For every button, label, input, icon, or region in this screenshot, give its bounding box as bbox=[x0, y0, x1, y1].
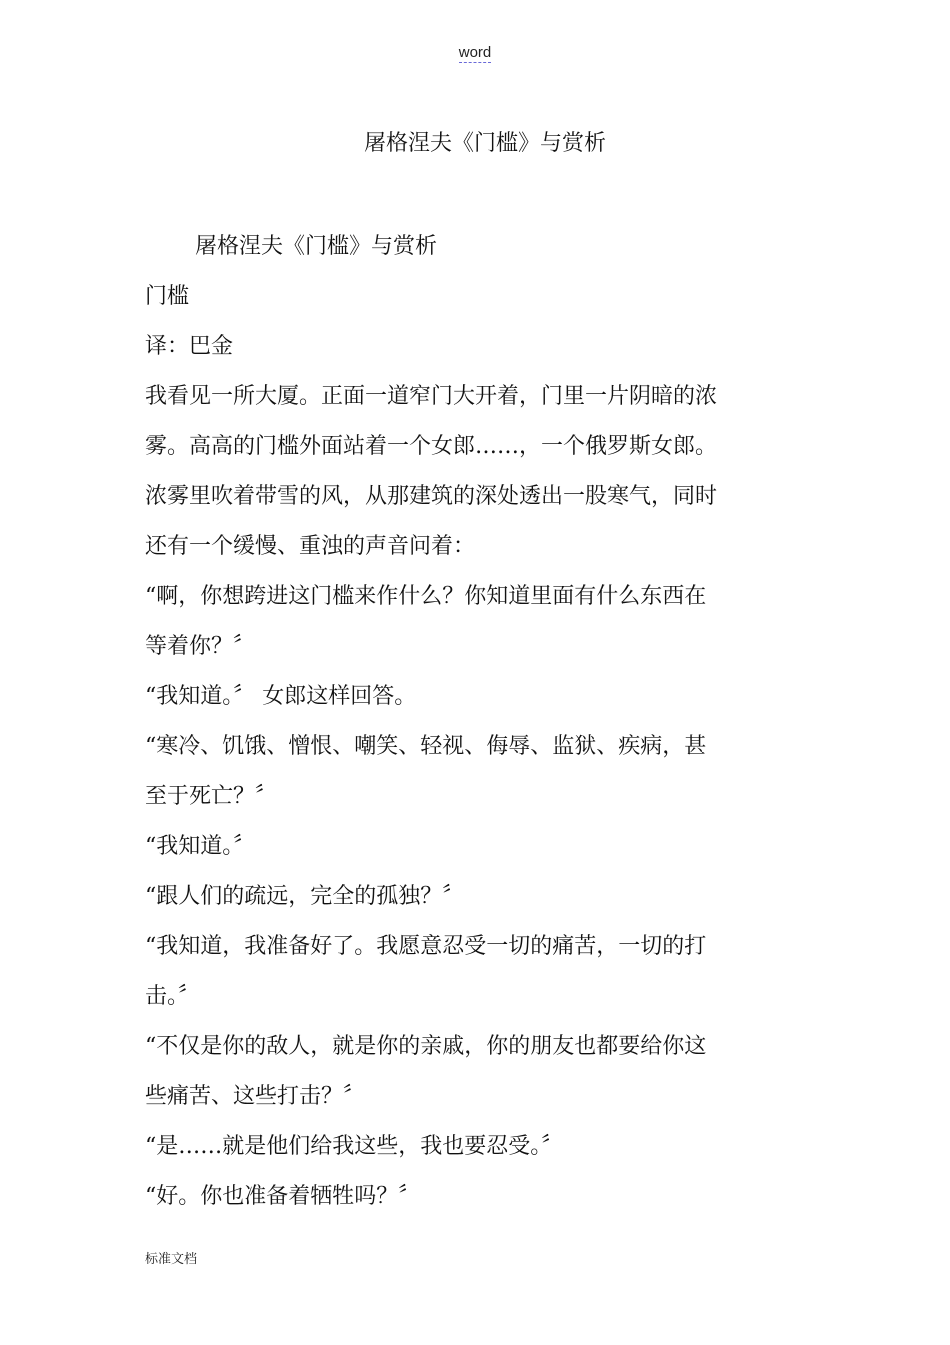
document-title: 屠格涅夫《门槛》与赏析 bbox=[363, 131, 606, 156]
body-line: “跟人们的疏远，完全的孤独？〞 bbox=[145, 884, 465, 909]
body-line: “不仅是你的敌人，就是你的亲戚，你的朋友也都要给你这 bbox=[145, 1034, 707, 1059]
document-body bbox=[145, 222, 745, 1222]
poem-title-line: 门槛 bbox=[145, 284, 190, 309]
page-footer: 标准文档 bbox=[145, 1252, 198, 1267]
header-label: word bbox=[458, 44, 492, 61]
body-line: 击。〞 bbox=[145, 984, 201, 1009]
body-line: 浓雾里吹着带雪的风，从那建筑的深处透出一股寒气，同时 bbox=[145, 484, 718, 509]
body-line: 我看见一所大厦。正面一道窄门大开着，门里一片阴暗的浓 bbox=[145, 384, 718, 409]
body-line: “啊，你想跨进这门槛来作什么？你知道里面有什么东西在 bbox=[145, 584, 707, 609]
body-line: “寒冷、饥饿、憎恨、嘲笑、轻视、侮辱、监狱、疾病，甚 bbox=[145, 734, 707, 759]
body-line: “是……就是他们给我这些，我也要忍受。〞 bbox=[145, 1134, 564, 1159]
body-line: 至于死亡？〞 bbox=[145, 784, 278, 809]
body-line: 雾。高高的门槛外面站着一个女郎……，一个俄罗斯女郎。 bbox=[145, 434, 718, 459]
subtitle-line: 屠格涅夫《门槛》与赏析 bbox=[195, 234, 438, 259]
body-line: “我知道，我准备好了。我愿意忍受一切的痛苦，一切的打 bbox=[145, 934, 707, 959]
body-line: 等着你？〞 bbox=[145, 634, 256, 659]
body-line: “好。你也准备着牺牲吗？〞 bbox=[145, 1184, 421, 1209]
body-line: 还有一个缓慢、重浊的声音问着： bbox=[145, 534, 476, 559]
body-line: “我知道。〞 女郎这样回答。 bbox=[145, 684, 417, 709]
translator-line: 译：巴金 bbox=[145, 334, 234, 359]
body-line: “我知道。〞 bbox=[145, 834, 256, 859]
body-line: 些痛苦、这些打击？〞 bbox=[145, 1084, 366, 1109]
page-header bbox=[0, 44, 950, 61]
